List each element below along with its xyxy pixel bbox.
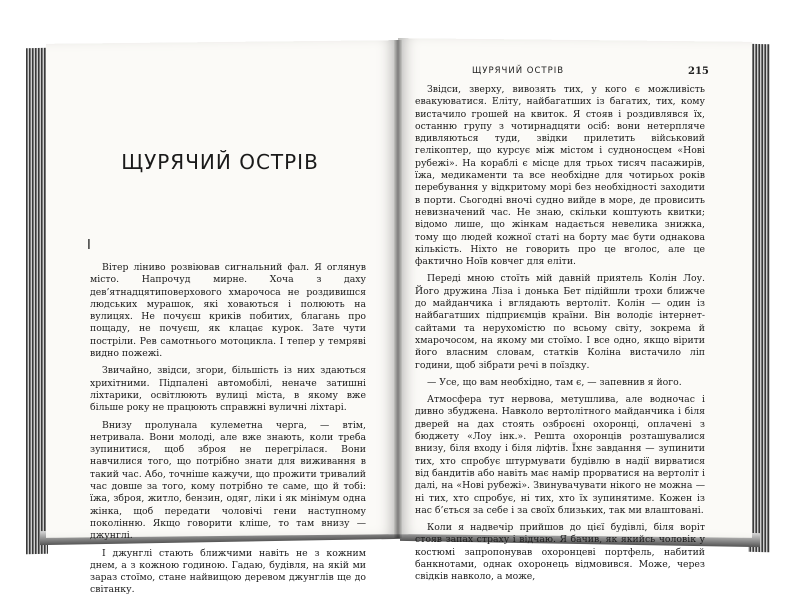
paragraph: Звідси, зверху, вивозять тих, у кого є можливість евакуюватися. Еліту, найбагатших із багатих, тих, кому вистачило грошей на квиток. Я стояв і роздивлявся їх, останню групу з чотирнадцяти осіб: вони нетерпляче вдивляються туди, звідки прилетить військовий гелікоптер, що курсує між містом і судноносцем «Нові рубежі». На кораблі є місце для трьох тисяч пасажирів, їжа, медикаменти та все необхідне для чотирьох років перебування у відкритому морі без необхідності заходити в порти. Сьогодні вночі судно вийде в море, де провисить невизначений час. Не знаю, скільки коштують квитки; відомо лише, що жінкам надається невелика знижка, тому що людей кожної статі на борту має бути однакова кількість. Ніхто не говорить про це вголос, але це фактично Ноїв ковчег для еліти. xyxy=(415,84,705,268)
paragraph: Звичайно, звідси, згори, більшість із них здаються хрихітними. Підпалені автомобілі, неначе затишні ліхтарики, освітлюють вулиці міста, в якому вже більше року не працюють справжні вуличні ліхтарі. xyxy=(90,365,366,414)
book-spine-gutter xyxy=(394,40,402,538)
paragraph: Атмосфера тут нервова, метушлива, але водночас і дивно збуджена. Навколо вертолітного майданчика і біля дверей на дах стоять озброєні охоронці, оплачені з бюджету «Лоу інк.». Решта охоронців розташувалися внизу, біля входу і біля ліфтів. Їхнє завдання — зупинити тих, хто спробує штурмувати будівлю в надії вирватися від бандитів або навіть має намір прорватися на вертоліт і далі, на «Нові рубежі». Звинувачувати нікого не можна — ні тих, хто спробує, ні тих, хто їх зупинятиме. Кожен із нас б’ється за себе і за своїх близьких, так ми влаштовані. xyxy=(415,394,705,516)
paragraph: Переді мною стоїть мій давній приятель Колін Лоу. Його дружина Ліза і донька Бет підійшли трохи ближче до майданчика і вглядають вертоліт. Колін — один із найбагатших підприємців країни. Він володіє інтернет-сайтами та нерухомістю по всьому світу, зокрема й хмарочосом, на якому ми стоїмо. І все одно, якщо вірити його власним словам, статків Коліна вистачило ліп години, щоб зібрати речі в поїздку. xyxy=(415,273,705,371)
right-page-body xyxy=(415,84,705,589)
paragraph: — Усе, що вам необхідно, там є, — запевнив я його. xyxy=(427,376,682,388)
chapter-title: ЩУРЯЧИЙ ОСТРІВ xyxy=(121,150,319,174)
left-page-stack-edge xyxy=(26,48,48,554)
paragraph: Внизу пролунала кулеметна черга, — втім, нетривала. Вони молоді, але вже знають, коли треба зупинитися, щоб зброя не перегрілася. Вони навчилися того, що потрібно знати для виживання в такий час. Або, точніше кажучи, що прожити тривалий час довше за того, кому потрібно те саме, що й тобі: їжа, зброя, житло, бензин, одяг, ліки і як мінімум одна жінка, щоб передати чоловічі гени наступному поколінню. Якщо говорити кліше, то там внизу — джунглі. xyxy=(90,419,366,542)
left-page-body xyxy=(90,262,366,602)
running-head: ЩУРЯЧИЙ ОСТРІВ xyxy=(472,66,565,76)
paragraph: Вітер ліниво розвіював сигнальний фал. Я оглянув місто. Напрочуд мирне. Хоча з даху дев’ятнадцятиповерхового хмарочоса не роздивишся людських мурашок, які ховаються і полюють на вулицях. Не почуєш криків побитих, благань про пощаду, не почуєш, як клацає курок. Зате чути постріли. Рев самотнього мотоцикла. І тепер у темряві видно пожежі. xyxy=(90,262,366,360)
paragraph: Коли я надвечір прийшов до цієї будівлі, біля воріт стояв запах страху і відчаю. Я бачив, як якийсь чоловік у костюмі запропонував охоронцеві портфель, набитий банкнотами, однак охоронець відмовився. Може, через свідків навколо, а може, xyxy=(415,522,705,583)
page-number: 215 xyxy=(688,66,709,77)
section-number: I xyxy=(87,238,91,253)
paragraph: І джунглі стають ближчими навіть не з кожним днем, а з кожною годиною. Гадаю, будівля, на якій ми зараз стоїмо, стане найвищою деревом джунглів ще до світанку. xyxy=(90,547,366,596)
